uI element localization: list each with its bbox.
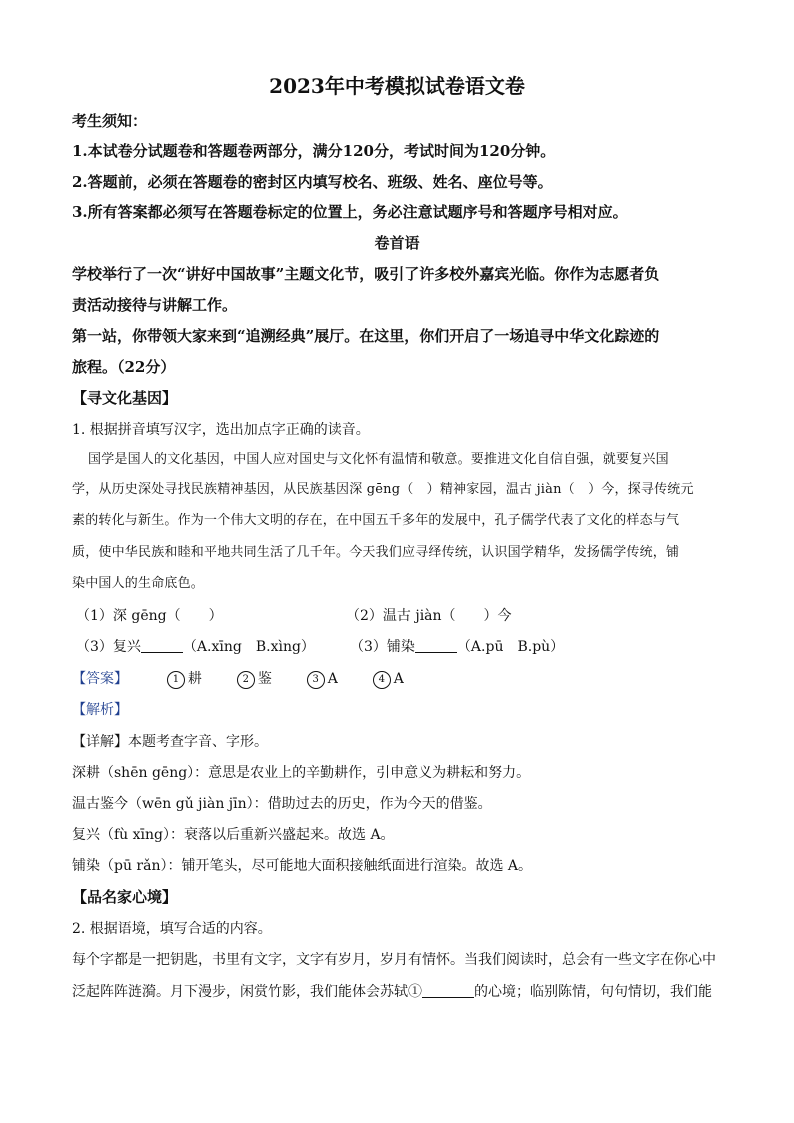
number-badge: 2 [237, 671, 255, 689]
number-badge: 3 [307, 671, 325, 689]
detail-line: 深耕（shēn gēng）：意思是农业上的辛勤耕作，引申意义为耕耘和努力。 [72, 765, 531, 781]
foreword-heading: 卷首语 [374, 234, 420, 252]
sub-question-label: （3）复兴 [76, 639, 141, 655]
sub-question: （1）深 gēng（ ） [76, 608, 223, 624]
notice-item: 2.答题前，必须在答题卷的密封区内填写校名、班级、姓名、座位号等。 [72, 173, 553, 191]
notice-item: 1.本试卷分试题卷和答题卷两部分，满分120分，考试时间为120分钟。 [72, 142, 556, 160]
detail-line: 铺染（pū rǎn）：铺开笔头，尽可能地大面积接触纸面进行渲染。故选 A。 [72, 858, 533, 874]
sub-question-options: （A.pū B.pù） [456, 639, 565, 655]
passage-line: 国学是国人的文化基因，中国人应对国史与文化怀有温情和敬意。要推进文化自信自强，就要复兴国 [88, 452, 669, 467]
passage-line: 素的转化与新生。作为一个伟大文明的存在，在中国五千多年的发展中，孔子儒学代表了文化的样态与气 [72, 513, 680, 528]
foreword-line: 责活动接待与讲解工作。 [72, 296, 238, 314]
section-heading: 【寻文化基因】 [72, 389, 178, 407]
passage-line: 学，从历史深处寻找民族精神基因，从民族基因深 gēng（ ）精神家园，温古 jiàn（ ）今，探寻传统元 [72, 482, 694, 497]
sub-question [350, 632, 564, 662]
passage-line: 染中国人的生命底色。 [72, 576, 205, 591]
answer-item: 4 A [373, 671, 404, 687]
number-badge: 1 [167, 671, 185, 689]
notice-item: 3.所有答案都必须写在答题卷标定的位置上，务必注意试题序号和答题序号相对应。 [72, 203, 628, 221]
sub-question [76, 632, 315, 662]
foreword-line: 学校举行了一次“讲好中国故事”主题文化节，吸引了许多校外嘉宾光临。你作为志愿者负 [72, 265, 660, 283]
context-line: 每个字都是一把钥匙，书里有文字，文字有岁月，岁月有情怀。当我们阅读时，总会有一些文字在你心中 [72, 952, 716, 968]
number-badge: 4 [373, 671, 391, 689]
answer-item: 2 鉴 [237, 671, 272, 687]
detail-line: 【详解】本题考查字音、字形。 [72, 734, 268, 750]
question-stem: 1. 根据拼音填写汉字，选出加点字正确的读音。 [72, 422, 370, 438]
answer-item: 3 A [307, 671, 338, 687]
notice-heading: 考生须知： [72, 112, 148, 130]
answer-item: 1 耕 [167, 671, 202, 687]
answer-blank [422, 983, 474, 998]
section-heading: 【品名家心境】 [72, 888, 178, 906]
answer-blank [415, 638, 457, 653]
answer-label: 【答案】 [72, 671, 128, 687]
answer-row [72, 664, 404, 694]
question-stem: 2. 根据语境，填写合适的内容。 [72, 921, 272, 937]
context-line: 泛起阵阵涟漪。月下漫步，闲赏竹影，我们能体会苏轼① 的心境；临别陈情，句句情切，我们能 [72, 984, 712, 1000]
sub-question-label: （3）铺染 [350, 639, 415, 655]
foreword-line: 第一站，你带领大家来到“追溯经典”展厅。在这里，你们开启了一场追寻中华文化踪迹的 [72, 327, 660, 345]
sub-question-options: （A.xīng B.xìng） [182, 639, 315, 655]
analysis-label: 【解析】 [72, 702, 128, 718]
passage-line: 质，使中华民族和睦和平地共同生活了几千年。今天我们应寻绎传统，认识国学精华，发扬儒学传统，铺 [72, 545, 680, 560]
answer-blank [141, 638, 183, 653]
detail-line: 温古鉴今（wēn gǔ jiàn jīn）：借助过去的历史，作为今天的借鉴。 [72, 796, 492, 812]
detail-line: 复兴（fù xīng）：衰落以后重新兴盛起来。故选 A。 [72, 827, 395, 843]
foreword-line: 旅程。（22分） [72, 358, 176, 376]
page-title: 2023年中考模拟试卷语文卷 [269, 74, 525, 98]
sub-question: （2）温古 jiàn（ ）今 [346, 608, 512, 624]
